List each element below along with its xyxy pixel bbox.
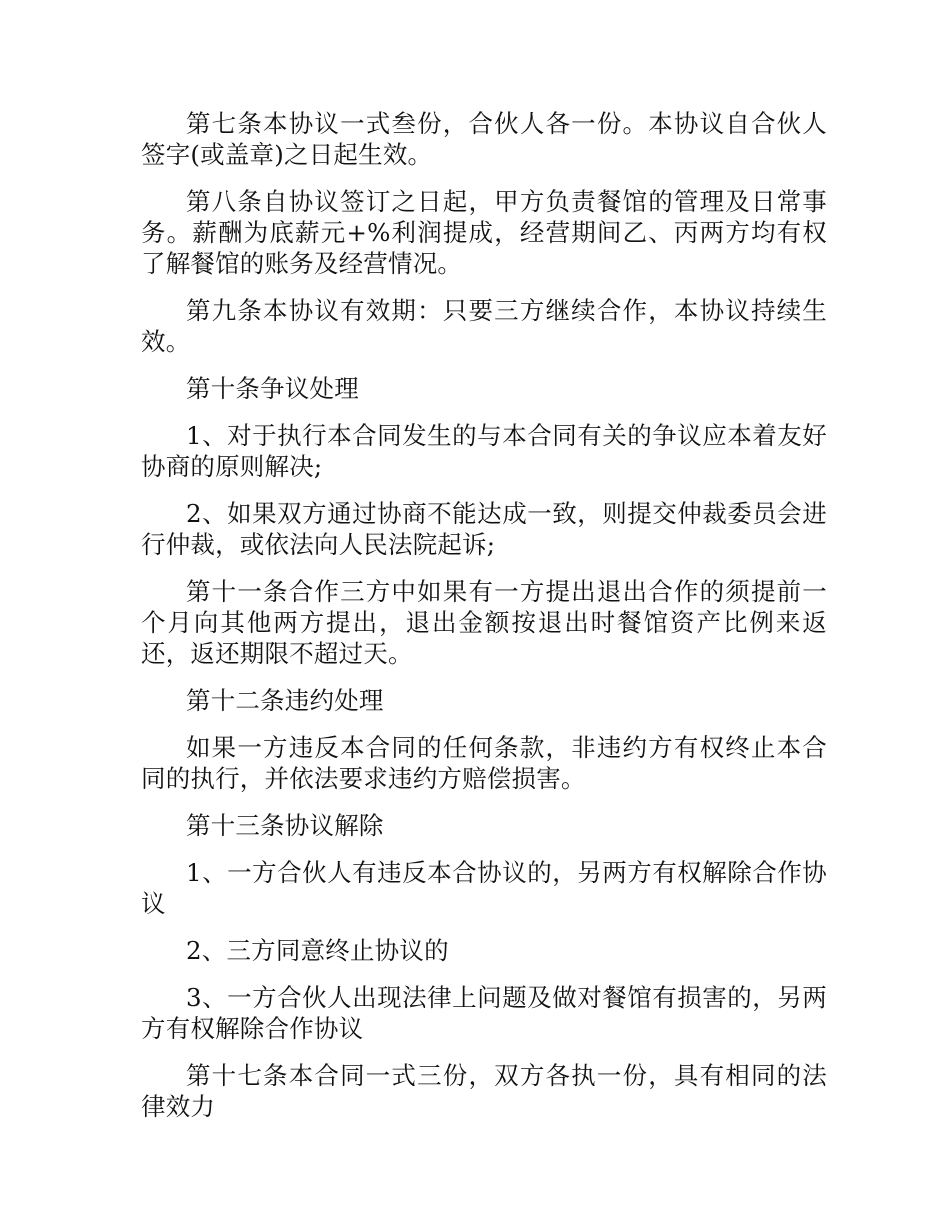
paragraph-dispute-2: 2、如果双方通过协商不能达成一致，则提交仲裁委员会进行仲裁，或依法向人民法院起诉; — [141, 499, 827, 559]
paragraph-article-8: 第八条自协议签订之日起，甲方负责餐馆的管理及日常事务。薪酬为底薪元+%利润提成，经营期间乙、丙两方均有权了解餐馆的账务及经营情况。 — [141, 187, 827, 278]
document-page — [141, 108, 827, 1138]
heading-article-10: 第十条争议处理 — [186, 374, 359, 403]
paragraph-article-9: 第九条本协议有效期：只要三方继续合作，本协议持续生效。 — [141, 296, 827, 356]
paragraph-breach: 如果一方违反本合同的任何条款，非违约方有权终止本合同的执行，并依法要求违约方赔偿损害。 — [141, 733, 827, 793]
paragraph-termination-2: 2、三方同意终止协议的 — [186, 936, 449, 965]
paragraph-dispute-1: 1、对于执行本合同发生的与本合同有关的争议应本着友好协商的原则解决; — [141, 421, 827, 481]
paragraph-article-17: 第十七条本合同一式三份，双方各执一份，具有相同的法律效力 — [141, 1061, 827, 1121]
paragraph-article-11: 第十一条合作三方中如果有一方提出退出合作的须提前一个月向其他两方提出，退出金额按退出时餐馆资产比例来返还，返还期限不超过天。 — [141, 577, 827, 668]
heading-article-13: 第十三条协议解除 — [186, 811, 384, 840]
paragraph-article-7: 第七条本协议一式叁份，合伙人各一份。本协议自合伙人签字(或盖章)之日起生效。 — [141, 109, 827, 169]
paragraph-termination-3: 3、一方合伙人出现法律上问题及做对餐馆有损害的，另两方有权解除合作协议 — [141, 983, 827, 1043]
heading-article-12: 第十二条违约处理 — [186, 686, 384, 715]
paragraph-termination-1: 1、一方合伙人有违反本合协议的，另两方有权解除合作协议 — [141, 858, 827, 918]
